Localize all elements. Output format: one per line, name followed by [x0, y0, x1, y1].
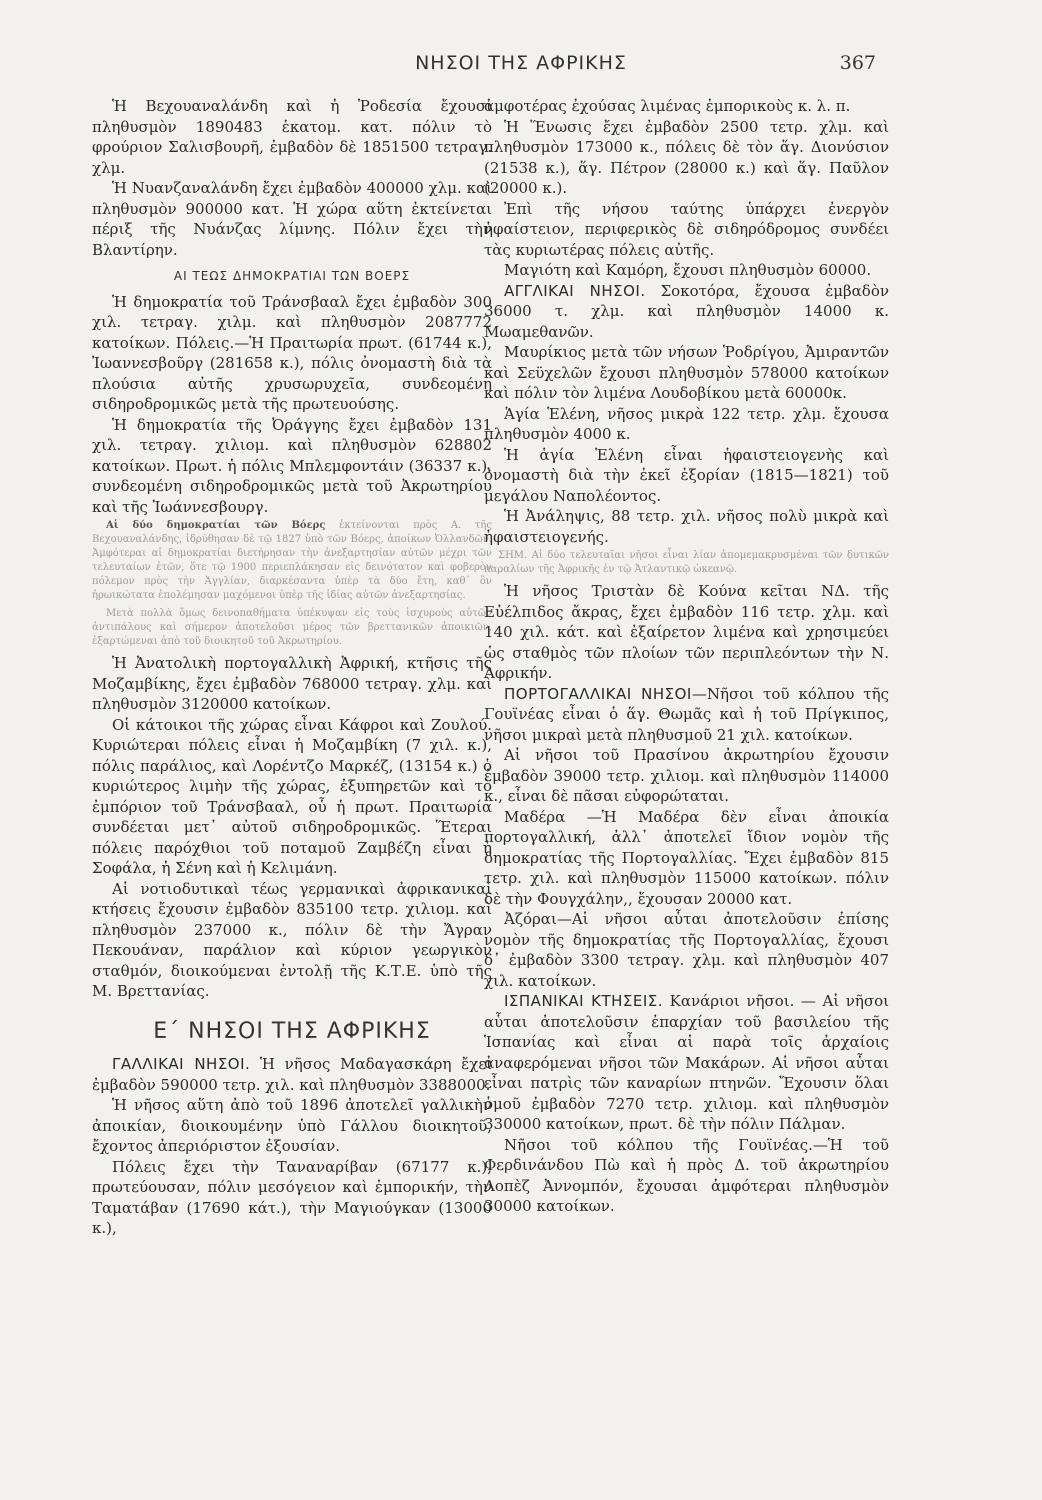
paragraph: Ἡ Νυανζαναλάνδη ἔχει ἐμβαδὸν 400000 χλμ. καὶ πληθυσμὸν 900000 κατ. Ἡ χώρα αὕτη ἐκτείνεται πέριξ τῆς Νυάνζας λίμνης. Πόλιν ἔχει τὴν Βλαντίρην. — [92, 179, 492, 259]
paragraph: Ἡ δημοκρατία τῆς Ὀράγγης ἔχει ἐμβαδὸν 131 χιλ. τετραγ. χιλιομ. καὶ πληθυσμὸν 628802 κατοίκων. Πρωτ. ἡ πόλις Μπλεμφοντάιν (36337 κ.), συνδεομένη σιδηροδρομικῶς μετὰ τοῦ Ἀκρωτηρίου καὶ τῆς Ἰωάννεσβουργ. — [92, 415, 492, 516]
paragraph: Νῆσοι τοῦ κόλπου τῆς Γουϊνέας.—Ἡ τοῦ Φερδινάνδου Πὼ καὶ ἡ πρὸς Δ. τοῦ ἀκρωτηρίου Λοπὲζ Ἀννομπόν, ἔχουσαι ἀμφότεραι πληθυσμὸν 30000 κατοίκων. — [484, 1135, 889, 1215]
paragraph-text: Ἡ νῆσος Μαδαγασκάρη ἔχει ἐμβαδὸν 590000 τετρ. χιλ. καὶ πληθυσμὸν 3388000. — [92, 1055, 492, 1094]
paragraph: Ἡ νῆσος Τριστὰν δὲ Κούνα κεῖται ΝΔ. τῆς Εὐέλπιδος ἄκρας, ἔχει ἐμβαδὸν 116 τετρ. χλμ. καὶ 140 χιλ. κάτ. καὶ ἐξαίρετον λιμένα καὶ χρησιμεύει ὡς σταθμὸς τῶν πλοίων τῶν περιπλεόντων τὴν Ν. Ἀφρικήν. — [484, 582, 889, 682]
paragraph — [484, 281, 889, 343]
paragraph: Πόλεις ἔχει τὴν Ταναναρίβαν (67177 κ.), πρωτεύουσαν, πόλιν μεσόγειον καὶ ἐμπορικήν, τὴν Ταματάβαν (17690 κάτ.), τὴν Μαγιούγκαν (13000 κ.), — [92, 1157, 492, 1237]
section-title: Ε΄ ΝΗΣΟΙ ΤΗΣ ΑΦΡΙΚΗΣ — [153, 1018, 431, 1044]
paragraph: Ἀζόραι—Αἱ νῆσοι αὗται ἀποτελοῦσιν ἐπίσης νομὸν τῆς δημοκρατίας τῆς Πορτογαλλίας, ἔχουσι δ᾽ ἐμβαδὸν 3300 τετραγ. χλμ. καὶ πληθυσμὸν 407 χιλ. κατοίκων. — [484, 910, 889, 990]
subsection-heading: ΑΙ ΤΕΩΣ ΔΗΜΟΚΡΑΤΙΑΙ ΤΩΝ ΒΟΕΡΣ — [173, 269, 411, 283]
running-head — [0, 52, 1042, 82]
paragraph: Ἁγία Ἑλένη, νῆσος μικρὰ 122 τετρ. χλμ. ἔχουσα πληθυσμὸν 4000 κ. — [484, 404, 889, 443]
page-number: 367 — [839, 52, 876, 74]
paragraph: Αἱ νῆσοι τοῦ Πρασίνου ἀκρωτηρίου ἔχουσιν ἐμβαδὸν 39000 τετρ. χιλιομ. καὶ πληθυσμὸν 114000 κ., εἶναι δὲ πᾶσαι εὐφορώταται. — [484, 746, 889, 805]
paragraph — [484, 991, 889, 1135]
paragraph: Μαυρίκιος μετὰ τῶν νήσων Ῥοδρίγου, Ἀμιραντῶν καὶ Σεϋχελῶν ἔχουσι πληθυσμὸν 578000 κατοίκων καὶ πόλιν τὸν λιμένα Λουδοβίκου μετὰ 60000κ. — [484, 343, 889, 402]
left-column — [92, 96, 492, 1239]
paragraph: Οἱ κάτοικοι τῆς χώρας εἶναι Κάφροι καὶ Ζουλού. Κυριώτεραι πόλεις εἶναι ἡ Μοζαμβίκη (7 χιλ. κ.), πόλις παράλιος, καὶ Λορέντζο Μαρκέζ, (13154 κ.) ὁ κυριώτερος λιμὴν τῆς χώρας, ἐξυπηρετῶν καὶ τὸ ἐμπόριον τοῦ Τράνσβααλ, οὗ ἡ πρωτ. Πραιτωρία συνδέεται μετ᾽ αὐτοῦ σιδηροδρομικῶς. Ἕτεραι πόλεις παρόχθιοι τοῦ ποταμοῦ Ζαμβέζη εἶναι ἡ Σοφάλα, ἡ Σένη καὶ ἡ Κελιμάνη. — [92, 715, 492, 877]
paragraph: ἀμφοτέρας ἐχούσας λιμένας ἐμπορικοὺς κ. λ. π. — [484, 97, 851, 115]
paragraph-text: Σοκοτόρα, ἔχουσα ἐμβαδὸν 36000 τ. χλμ. καὶ πληθυσμὸν 14000 κ. Μωαμεθανῶν. — [484, 281, 889, 341]
paragraph: Μαδέρα —Ἡ Μαδέρα δὲν εἶναι ἀποικία πορτογαλλική, ἀλλ᾽ ἀποτελεῖ ἴδιον νομὸν τῆς δημοκρατίας τῆς Πορτογαλλίας. Ἔχει ἐμβαδὸν 815 τετρ. χιλ. καὶ πληθυσμὸν 115000 κατοίκων. πόλιν δὲ τὴν Φουγχάλην,, ἔχουσαν 20000 κατ. — [484, 807, 889, 908]
running-head-title: ΝΗΣΟΙ ΤΗΣ ΑΦΡΙΚΗΣ — [415, 52, 627, 74]
footnote: Μετὰ πολλὰ ὅμως δεινοπαθήματα ὑπέκυψαν εἰς τοὺς ἰσχυροὺς αὐτῶν ἀντιπάλους καὶ σήμερον ἀποτελοῦσι μέρος τῶν βρεττανικῶν ἀποικιῶν, ἐξαρτώμεναι ἀπὸ τοῦ διοικητοῦ τοῦ Ἀκρωτηρίου. — [92, 608, 492, 647]
paragraph: Μαγιότη καὶ Καμόρη, ἔχουσι πληθυσμὸν 60000. — [504, 261, 872, 279]
footnote-text: ἐκτείνονται πρὸς Α. τῆς Βεχουαναλάνδης, ἱδρύθησαν δὲ τῷ 1827 ὑπὸ τῶν Βόερς, ἀποίκων Ὀλλανδῶν. Ἀμφότεραι αἱ δημοκρατίαι διετήρησαν τὴν ἀνεξαρτησίαν αὐτῶν μέχρι τῶν τελευταίων ἐτῶν, ὅτε τῷ 1900 περιεπλάκησαν εἰς δεινότατον καὶ φοβερὸν πόλεμον πρὸς τὴν Ἀγγλίαν, διαρκέσαντα ὑπὲρ τὰ δύο ἔτη, καθ᾽ ὃν ἡρωικώτατα ἐπολέμησαν μαχόμενοι ὑπὲρ τῆς ἰδίας αὐτῶν ἀνεξαρτησίας. — [92, 520, 492, 601]
right-column — [484, 96, 889, 1217]
paragraph-text: Κανάριοι νῆσοι. — Αἱ νῆσοι αὗται ἀποτελοῦσιν ἐπαρχίαν τοῦ βασιλείου τῆς Ἱσπανίας καὶ εἶναι αἱ παρὰ τοῖς ἀρχαίοις ἀναφερόμεναι νῆσοι τῶν Μακάρων. Αἱ νῆσοι αὗται εἶναι πατρὶς τῶν καναρίων πτηνῶν. Ἔχουσιν ὅλαι ὁμοῦ ἐμβαδὸν 7270 τετρ. χιλιομ. καὶ πληθυσμὸν 330000 κατοίκων, πρωτ. δὲ τὴν πόλιν Πάλμαν. — [484, 992, 889, 1133]
paragraph: Ἡ ἁγία Ἑλένη εἶναι ἡφαιστειογενὴς καὶ ὀνομαστὴ διὰ τὴν ἐκεῖ ἐξορίαν (1815—1821) τοῦ μεγάλου Ναπολέοντος. — [484, 445, 889, 505]
paragraph: Αἱ νοτιοδυτικαὶ τέως γερμανικαὶ ἀφρικανικαὶ κτήσεις ἔχουσιν ἐμβαδὸν 835100 τετρ. χιλιομ. καὶ πληθυσμὸν 237000 κ., πόλιν δὲ τὴν Ἄγραν Πεκουάναν, παράλιον καὶ κύριον γεωργικὸν σταθμόν, διοικούμεναι ἐντολῇ τῆς Κ.Τ.Ε. ὑπὸ τῆς Μ. Βρεττανίας. — [92, 879, 492, 1000]
footnote — [92, 519, 492, 603]
paragraph: Ἐπὶ τῆς νήσου ταύτης ὑπάρχει ἐνεργὸν ἡφαίστειον, περιφερικὸς δὲ σιδηρόδρομος συνδέει τὰς κυριωτέρας πόλεις αὐτῆς. — [484, 199, 889, 259]
paragraph: Ἡ δημοκρατία τοῦ Τράνσβααλ ἔχει ἐμβαδὸν 300 χιλ. τετραγ. χιλμ. καὶ πληθυσμὸν 2087772 κατοίκων. Πόλεις.—Ἡ Πραιτωρία πρωτ. (61744 κ.), Ἰωαννεσβοῦργ (281658 κ.), πόλις ὀνομαστὴ διὰ τὰ πλούσια αὐτῆς χρυσωρυχεῖα, συνδεομένη σιδηροδρομικῶς μετὰ τῆς πρωτευούσης. — [92, 292, 492, 413]
paragraph-text: —Νῆσοι τοῦ κόλπου τῆς Γουϊνέας εἶναι ὁ ἅγ. Θωμᾶς καὶ ἡ τοῦ Πρίγκιπος, νῆσοι μικραὶ μετὰ πληθυσμοῦ 21 χιλ. κατοίκων. — [484, 684, 889, 744]
caps-lead: ΓΑΛΛΙΚΑΙ ΝΗΣΟΙ. — [112, 1055, 251, 1073]
caps-lead: ΙΣΠΑΝΙΚΑΙ ΚΤΗΣΕΙΣ. — [504, 992, 664, 1010]
paragraph — [92, 1054, 492, 1095]
paragraph — [484, 684, 889, 746]
caps-lead: ΠΟΡΤΟΓΑΛΛΙΚΑΙ ΝΗΣΟΙ — [504, 684, 692, 703]
footnote-lead: Αἱ δύο δημοκρατίαι τῶν Βόερς — [106, 520, 326, 531]
paragraph: Ἡ Ἕνωσις ἔχει ἐμβαδὸν 2500 τετρ. χλμ. καὶ πληθυσμὸν 173000 κ., πόλεις δὲ τὸν ἅγ. Διονύσιον (21538 κ.), ἅγ. Πέτρον (28000 κ.) καὶ ἅγ. Παῦλον (20000 κ.). — [484, 117, 889, 197]
footnote: ΣΗΜ. Αἱ δύο τελευταῖαι νῆσοι εἶναι λίαν ἀπομεμακρυσμέναι τῶν δυτικῶν παραλίων τῆς Ἀφρικῆς ἐν τῷ Ἀτλαντικῷ ὠκεανῷ. — [484, 550, 889, 575]
paragraph: Ἡ νῆσος αὕτη ἀπὸ τοῦ 1896 ἀποτελεῖ γαλλικὴν ἀποικίαν, διοικουμένην ὑπὸ Γάλλου διοικητοῦ, ἔχοντος ἀπεριόριστον ἐξουσίαν. — [92, 1096, 492, 1155]
paragraph: Ἡ Ἀνατολικὴ πορτογαλλικὴ Ἀφρική, κτῆσις τῆς Μοζαμβίκης, ἔχει ἐμβαδὸν 768000 τετραγ. χλμ. καὶ πληθυσμὸν 3120000 κατοίκων. — [92, 654, 492, 713]
paragraph: Ἡ Βεχουαναλάνδη καὶ ἡ Ῥοδεσία ἔχουσι πληθυσμὸν 1890483 ἑκατομ. κατ. πόλιν τὸ φρούριον Σαλισβουρῆ, ἐμβαδὸν δὲ 1851500 τετραγ. χλμ. — [92, 97, 492, 177]
caps-lead: ΑΓΓΛΙΚΑΙ ΝΗΣΟΙ. — [504, 281, 646, 300]
paragraph: Ἡ Ἀνάληψις, 88 τετρ. χιλ. νῆσος πολὺ μικρὰ καὶ ἡφαιστειογενής. — [484, 507, 889, 546]
